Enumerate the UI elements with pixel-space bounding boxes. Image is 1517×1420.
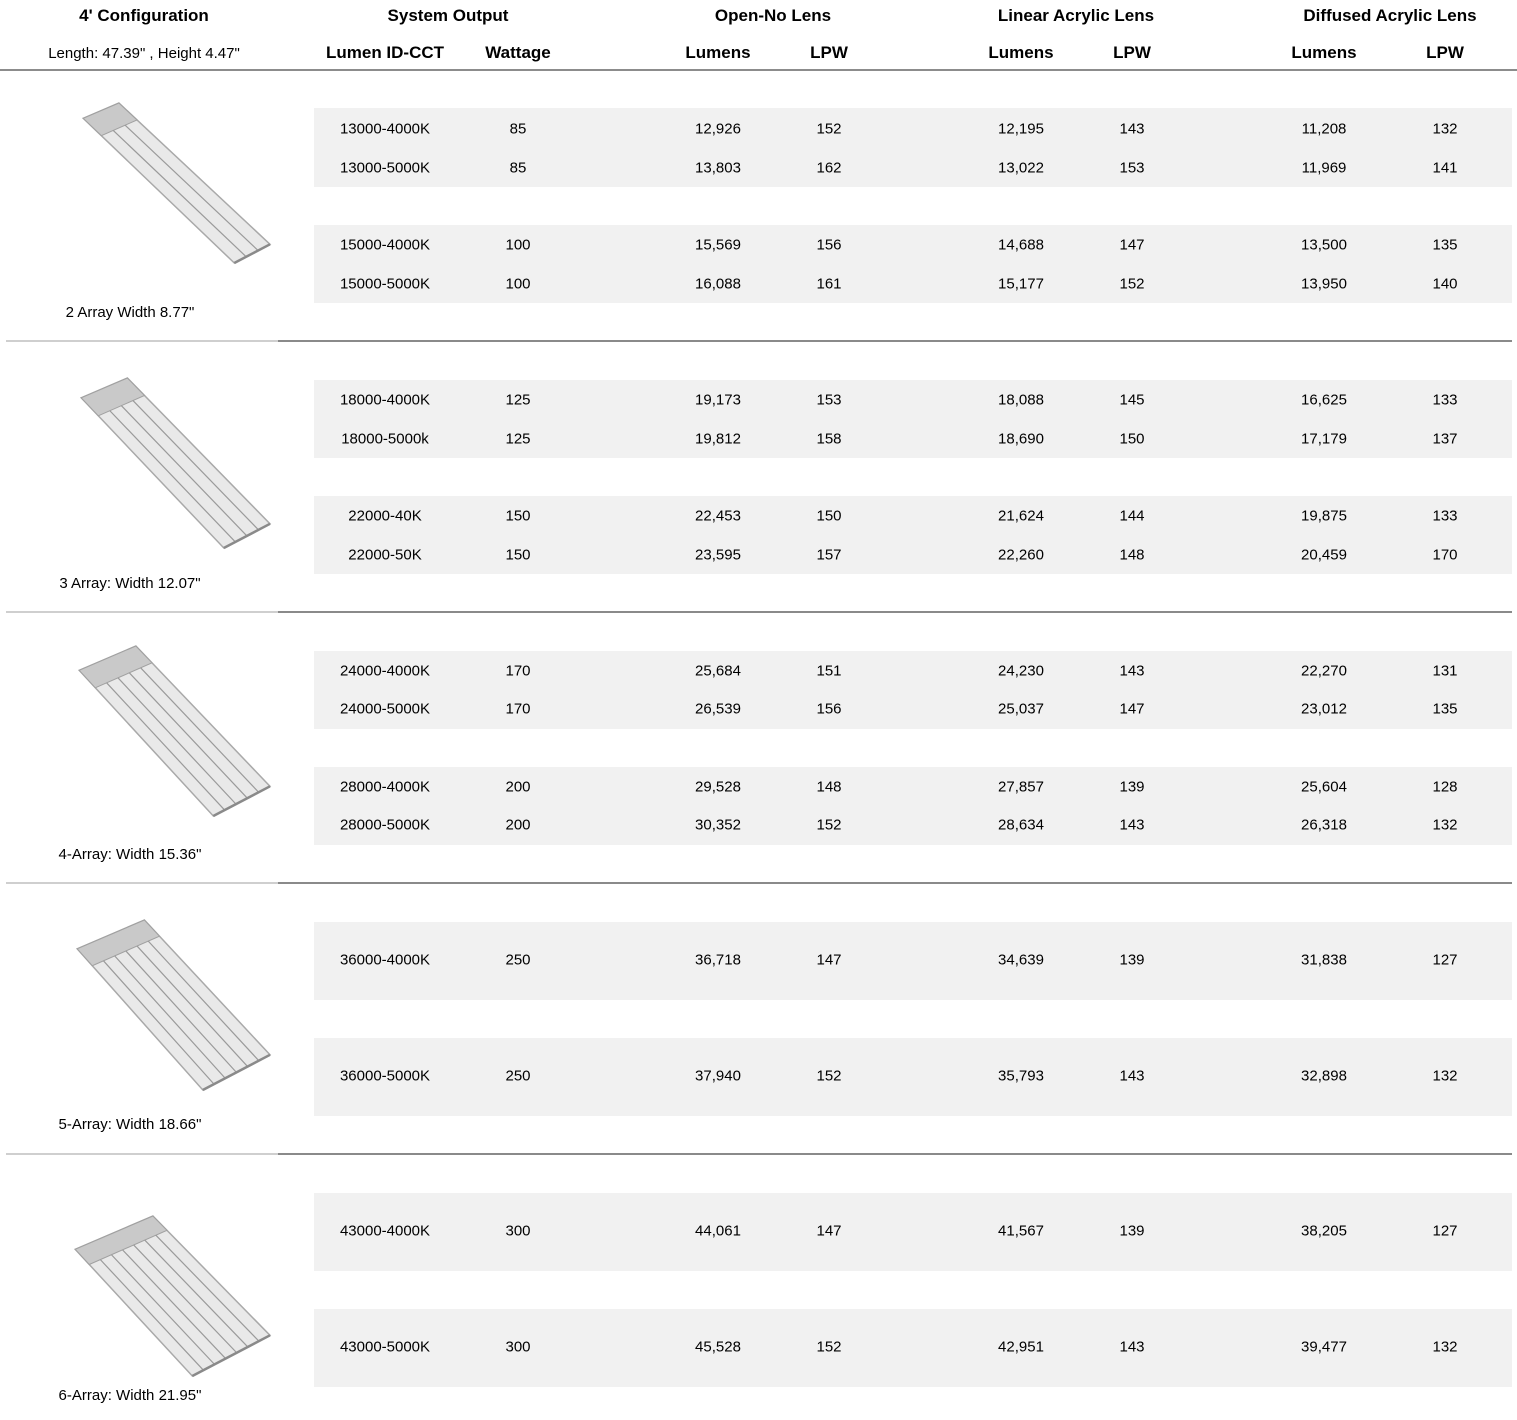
diffused-lumens-cell: 39,477 [1301,1338,1347,1356]
open-lpw-cell: 152 [816,816,842,834]
wattage-cell: 150 [505,546,531,564]
lumen-id-cell: 36000-4000K [339,951,431,969]
wattage-cell: 85 [509,120,527,138]
lumen-id-cell: 15000-4000K [339,236,431,254]
open-lumens-cell: 23,595 [695,546,741,564]
linear-lumens-cell: 28,634 [998,816,1044,834]
linear-lpw-cell: 143 [1119,120,1145,138]
diffused-lpw-cell: 132 [1432,1067,1458,1085]
open-lpw-cell: 152 [816,120,842,138]
6-array-fixture-icon [30,1208,280,1388]
linear-lpw-cell: 143 [1119,1338,1145,1356]
fixture-caption: 4-Array: Width 15.36" [58,846,202,863]
diffused-lpw-cell: 132 [1432,1338,1458,1356]
lumen-id-cell: 43000-4000K [339,1222,431,1240]
lumen-id-cell: 13000-5000K [339,159,431,177]
wattage-cell: 250 [505,1067,531,1085]
open-lpw-cell: 147 [816,951,842,969]
linear-lumens-cell: 15,177 [998,275,1044,293]
diffused-lumens-cell: 32,898 [1301,1067,1347,1085]
linear-lumens-cell: 22,260 [998,546,1044,564]
open-lumens-cell: 29,528 [695,778,741,796]
open-lpw-cell: 156 [816,236,842,254]
diffused-lumens-cell: 11,969 [1301,159,1347,177]
open-lumens-cell: 30,352 [695,816,741,834]
wattage-cell: 150 [505,507,531,525]
wattage-cell: 170 [505,700,531,718]
diffused-lumens-cell: 23,012 [1301,700,1347,718]
linear-lumens-cell: 12,195 [998,120,1044,138]
diffused-lumens-cell: 22,270 [1301,662,1347,680]
open-lpw-cell: 153 [816,391,842,409]
diffused-lpw-cell: 137 [1432,430,1458,448]
2-array-fixture-icon [30,95,280,275]
diffused-lens-header: Diffused Acrylic Lens [1303,6,1477,25]
diffused-lpw-cell: 127 [1432,951,1458,969]
wattage-cell: 170 [505,662,531,680]
wattage-cell: 200 [505,816,531,834]
diffused-lumens-cell: 19,875 [1301,507,1347,525]
lumen-id-cell: 13000-4000K [339,120,431,138]
wattage-cell: 250 [505,951,531,969]
open-lpw-cell: 151 [816,662,842,680]
linear-lumens-cell: 24,230 [998,662,1044,680]
diffused-lpw-cell: 141 [1432,159,1458,177]
diffused-lpw-cell: 132 [1432,816,1458,834]
linear-lpw-cell: 143 [1119,1067,1145,1085]
diffused-lumens-cell: 13,950 [1301,275,1347,293]
linear-lpw-header: LPW [1113,43,1151,62]
wattage-cell: 100 [505,236,531,254]
open-lpw-cell: 152 [816,1067,842,1085]
group-divider [6,1153,1512,1155]
lumen-id-header: Lumen ID-CCT [325,43,445,62]
lumen-id-cell: 24000-4000K [339,662,431,680]
linear-lumens-cell: 25,037 [998,700,1044,718]
open-lpw-cell: 162 [816,159,842,177]
fixture-caption: 6-Array: Width 21.95" [58,1387,202,1404]
diffused-lumens-cell: 20,459 [1301,546,1347,564]
lumen-id-cell: 24000-5000K [339,700,431,718]
linear-lens-header: Linear Acrylic Lens [997,6,1155,25]
config-header: 4' Configuration [79,6,209,25]
diffused-lpw-cell: 133 [1432,507,1458,525]
lumen-id-cell: 22000-50K [348,546,422,564]
diffused-lpw-cell: 132 [1432,120,1458,138]
diffused-lumens-cell: 38,205 [1301,1222,1347,1240]
linear-lumens-cell: 35,793 [998,1067,1044,1085]
linear-lumens-cell: 18,088 [998,391,1044,409]
wattage-cell: 200 [505,778,531,796]
linear-lpw-cell: 139 [1119,951,1145,969]
linear-lumens-cell: 13,022 [998,159,1044,177]
linear-lumens-header: Lumens [988,43,1054,62]
5-array-fixture-icon [30,912,280,1102]
wattage-header: Wattage [485,43,551,62]
linear-lumens-cell: 42,951 [998,1338,1044,1356]
open-lumens-cell: 15,569 [695,236,741,254]
diffused-lpw-cell: 170 [1432,546,1458,564]
linear-lpw-cell: 153 [1119,159,1145,177]
diffused-lumens-cell: 16,625 [1301,391,1347,409]
diffused-lpw-cell: 135 [1432,236,1458,254]
linear-lpw-cell: 150 [1119,430,1145,448]
open-lpw-cell: 148 [816,778,842,796]
diffused-lpw-cell: 131 [1432,662,1458,680]
lumen-id-cell: 28000-5000K [339,816,431,834]
open-lumens-cell: 25,684 [695,662,741,680]
wattage-cell: 300 [505,1222,531,1240]
lumen-id-cell: 15000-5000K [339,275,431,293]
diffused-lpw-cell: 135 [1432,700,1458,718]
header-divider [0,69,1517,71]
diffused-lpw-cell: 127 [1432,1222,1458,1240]
3-array-fixture-icon [30,370,280,560]
lumen-id-cell: 18000-4000K [339,391,431,409]
linear-lpw-cell: 147 [1119,700,1145,718]
open-lumens-cell: 19,173 [695,391,741,409]
diffused-lumens-cell: 25,604 [1301,778,1347,796]
linear-lumens-cell: 21,624 [998,507,1044,525]
diffused-lumens-cell: 31,838 [1301,951,1347,969]
open-lumens-cell: 16,088 [695,275,741,293]
diffused-lpw-cell: 133 [1432,391,1458,409]
linear-lpw-cell: 139 [1119,778,1145,796]
linear-lumens-cell: 41,567 [998,1222,1044,1240]
group-divider [6,882,1512,884]
open-lpw-cell: 158 [816,430,842,448]
wattage-cell: 85 [509,159,527,177]
linear-lpw-cell: 148 [1119,546,1145,564]
diffused-lumens-header: Lumens [1291,43,1357,62]
open-lumens-cell: 13,803 [695,159,741,177]
lumen-id-cell: 28000-4000K [339,778,431,796]
open-lpw-cell: 157 [816,546,842,564]
linear-lpw-cell: 145 [1119,391,1145,409]
open-lpw-cell: 156 [816,700,842,718]
linear-lpw-cell: 152 [1119,275,1145,293]
diffused-lpw-header: LPW [1426,43,1464,62]
group-divider [6,340,1512,342]
open-lpw-cell: 152 [816,1338,842,1356]
open-lumens-header: Lumens [685,43,751,62]
fixture-caption: 3 Array: Width 12.07" [59,575,201,592]
open-lpw-cell: 147 [816,1222,842,1240]
linear-lumens-cell: 14,688 [998,236,1044,254]
wattage-cell: 125 [505,391,531,409]
diffused-lpw-cell: 140 [1432,275,1458,293]
linear-lumens-cell: 27,857 [998,778,1044,796]
config-dimensions: Length: 47.39" , Height 4.47" [48,45,240,62]
open-lumens-cell: 12,926 [695,120,741,138]
lumen-id-cell: 43000-5000K [339,1338,431,1356]
lumen-id-cell: 22000-40K [348,507,422,525]
wattage-cell: 125 [505,430,531,448]
4-array-fixture-icon [30,638,280,828]
open-lumens-cell: 36,718 [695,951,741,969]
open-lpw-header: LPW [810,43,848,62]
wattage-cell: 100 [505,275,531,293]
linear-lpw-cell: 143 [1119,662,1145,680]
linear-lpw-cell: 144 [1119,507,1145,525]
lumen-id-cell: 18000-5000k [341,430,429,448]
open-lpw-cell: 161 [816,275,842,293]
diffused-lumens-cell: 17,179 [1301,430,1347,448]
wattage-cell: 300 [505,1338,531,1356]
open-lpw-cell: 150 [816,507,842,525]
fixture-caption: 5-Array: Width 18.66" [58,1116,202,1133]
open-lumens-cell: 26,539 [695,700,741,718]
open-lumens-cell: 44,061 [695,1222,741,1240]
diffused-lumens-cell: 11,208 [1301,120,1347,138]
open-lumens-cell: 22,453 [695,507,741,525]
linear-lumens-cell: 34,639 [998,951,1044,969]
open-lumens-cell: 37,940 [695,1067,741,1085]
lumen-id-cell: 36000-5000K [339,1067,431,1085]
open-lumens-cell: 19,812 [695,430,741,448]
linear-lpw-cell: 143 [1119,816,1145,834]
diffused-lpw-cell: 128 [1432,778,1458,796]
linear-lumens-cell: 18,690 [998,430,1044,448]
open-lumens-cell: 45,528 [695,1338,741,1356]
diffused-lumens-cell: 26,318 [1301,816,1347,834]
linear-lpw-cell: 139 [1119,1222,1145,1240]
linear-lpw-cell: 147 [1119,236,1145,254]
fixture-caption: 2 Array Width 8.77" [65,304,195,321]
system-output-header: System Output [387,6,509,25]
diffused-lumens-cell: 13,500 [1301,236,1347,254]
group-divider [6,611,1512,613]
open-lens-header: Open-No Lens [714,6,832,25]
